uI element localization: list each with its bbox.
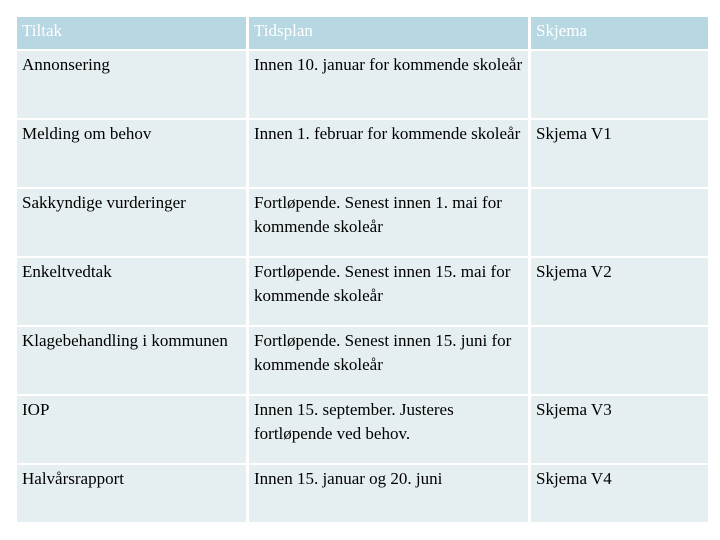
cell-tidsplan-annonsering: Innen 10. januar for kommende skoleår bbox=[249, 51, 528, 118]
cell-skjema-enkeltvedtak: Skjema V2 bbox=[531, 258, 708, 325]
cell-skjema-iop: Skjema V3 bbox=[531, 396, 708, 463]
cell-tidsplan-sakkyndige-vurderinger: Fortløpende. Senest innen 1. mai for kommende skoleår bbox=[249, 189, 528, 256]
cell-tiltak-iop: IOP bbox=[17, 396, 246, 463]
cell-tidsplan-iop: Innen 15. september. Justeres fortløpende ved behov. bbox=[249, 396, 528, 463]
cell-skjema-klagebehandling bbox=[531, 327, 708, 394]
cell-skjema-annonsering bbox=[531, 51, 708, 118]
column-header-tidsplan: Tidsplan bbox=[249, 17, 528, 49]
cell-tiltak-enkeltvedtak: Enkeltvedtak bbox=[17, 258, 246, 325]
cell-skjema-sakkyndige-vurderinger bbox=[531, 189, 708, 256]
cell-tiltak-klagebehandling: Klagebehandling i kommunen bbox=[17, 327, 246, 394]
column-header-tiltak: Tiltak bbox=[17, 17, 246, 49]
cell-skjema-halvarsrapport: Skjema V4 bbox=[531, 465, 708, 522]
cell-tidsplan-halvarsrapport: Innen 15. januar og 20. juni bbox=[249, 465, 528, 522]
column-header-skjema: Skjema bbox=[531, 17, 708, 49]
cell-tidsplan-enkeltvedtak: Fortløpende. Senest innen 15. mai for kommende skoleår bbox=[249, 258, 528, 325]
cell-tiltak-sakkyndige-vurderinger: Sakkyndige vurderinger bbox=[17, 189, 246, 256]
cell-tiltak-halvarsrapport: Halvårsrapport bbox=[17, 465, 246, 522]
schedule-table bbox=[17, 17, 708, 522]
cell-tiltak-annonsering: Annonsering bbox=[17, 51, 246, 118]
cell-tidsplan-melding-om-behov: Innen 1. februar for kommende skoleår bbox=[249, 120, 528, 187]
cell-skjema-melding-om-behov: Skjema V1 bbox=[531, 120, 708, 187]
cell-tiltak-melding-om-behov: Melding om behov bbox=[17, 120, 246, 187]
cell-tidsplan-klagebehandling: Fortløpende. Senest innen 15. juni for kommende skoleår bbox=[249, 327, 528, 394]
